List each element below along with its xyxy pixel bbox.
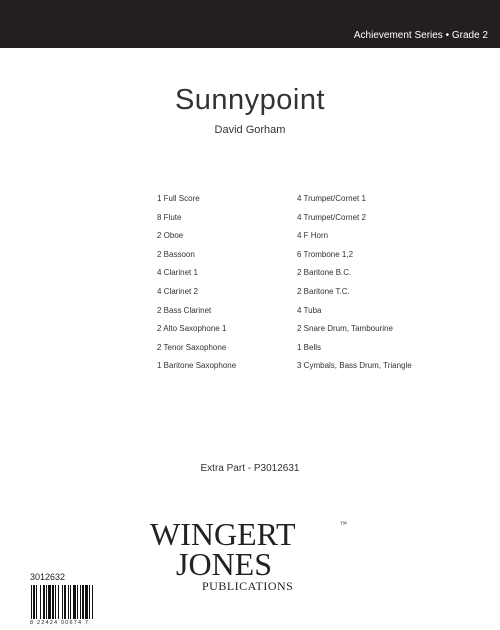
trademark-symbol: ™	[340, 520, 347, 528]
part-item: 1 Baritone Saxophone	[157, 361, 237, 371]
part-item: 4 Clarinet 1	[157, 268, 198, 278]
logo-line-publications: PUBLICATIONS	[202, 579, 294, 593]
part-item: 2 Snare Drum, Tambourine	[297, 324, 393, 334]
part-item: 4 F Horn	[297, 231, 329, 241]
parts-list-right	[297, 194, 412, 380]
part-item: 2 Bassoon	[157, 249, 195, 259]
part-item: 4 Trumpet/Cornet 1	[297, 194, 366, 203]
logo-line-wingert: WINGERT	[150, 516, 296, 552]
series-label: Achievement Series • Grade 2	[353, 30, 488, 41]
part-item: 4 Clarinet 2	[157, 286, 198, 296]
part-item: 3 Cymbals, Bass Drum, Triangle	[297, 361, 412, 371]
composer-name: David Gorham	[214, 124, 286, 136]
header-bar	[0, 0, 500, 48]
page-title: Sunnypoint	[174, 84, 326, 116]
part-item: 2 Baritone T.C.	[297, 286, 350, 296]
part-item: 2 Oboe	[157, 231, 184, 241]
logo-line-jones: JONES	[176, 546, 273, 582]
part-item: 6 Trombone 1,2	[297, 249, 354, 259]
part-item: 1 Bells	[297, 342, 322, 352]
barcode-number: 8 22424 00674 7	[30, 620, 90, 626]
part-item: 2 Alto Saxophone 1	[157, 324, 227, 334]
part-item: 2 Bass Clarinet	[157, 305, 212, 315]
parts-list-left	[157, 194, 236, 380]
part-item: 2 Baritone B.C.	[297, 268, 352, 278]
part-item: 1 Full Score	[157, 194, 200, 203]
catalog-number: 3012632	[30, 572, 66, 582]
part-item: 4 Tuba	[297, 305, 322, 315]
extra-part-note: Extra Part - P3012631	[200, 463, 300, 474]
part-item: 4 Trumpet/Cornet 2	[297, 212, 366, 222]
part-item: 8 Flute	[157, 212, 182, 222]
barcode-icon	[30, 585, 118, 622]
part-item: 2 Tenor Saxophone	[157, 342, 227, 352]
